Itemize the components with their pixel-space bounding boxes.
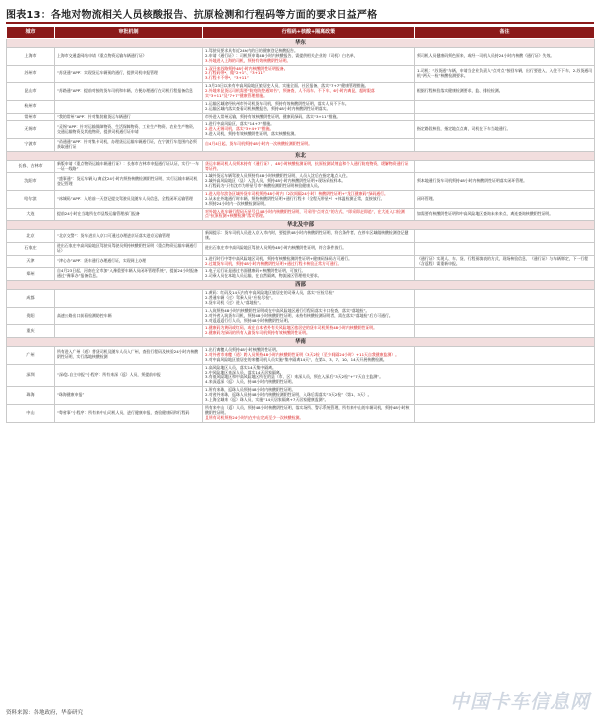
table-row <box>7 160 595 173</box>
mechanism-cell: “苏路通”APP：提前对接的货车司机和车辆，方便办理通行在司机行程报备信息 <box>55 83 203 101</box>
policy-cell <box>203 230 415 243</box>
region-label: 东北 <box>7 151 595 160</box>
policy-cell <box>203 100 415 113</box>
policy-cell <box>203 307 415 325</box>
policy-line: 2.中风险地区来深人员，落实14天居家隔离。 <box>205 369 284 375</box>
table-row <box>7 48 595 66</box>
mechanism-cell <box>55 100 203 113</box>
policy-cell <box>203 364 415 387</box>
policy-line: 1.黄码：红码及14天内有中高风险地区旅居史的司乘人员，落实“应检尽检” <box>205 289 335 295</box>
policy-line: 2.过境货车司机，须持48小时内核酸阴性证明+通过行程卡核验正常方可通行。 <box>205 260 342 266</box>
city-cell: 无锡市 <box>7 121 55 139</box>
mechanism-cell: “冰城码”APP：入哈前一天登记提交驾驶员及随车人员信息，全程闭环运输管理 <box>55 191 203 209</box>
mechanism-cell: “我的常州”APP：针对集装箱货运车辆通行 <box>55 113 203 121</box>
mechanism-cell: “津心办”APP：货车通行办理通行证，实现网上办理 <box>55 255 203 268</box>
policy-line: 2.申请《通行证》：司机须申请48小时内核酸报告，需提供相关企业的（司机）白名单， <box>205 52 358 58</box>
mechanism-cell: “粤省事”小程序：所有来中山司机人员，进行健康申报，查验健康码和行程码 <box>55 404 203 422</box>
note-cell <box>415 290 595 308</box>
note-cell <box>415 100 595 113</box>
policy-cell <box>203 290 415 308</box>
city-cell: 北京 <box>7 230 55 243</box>
policy-line: 2.行程码带*，做“2+1”、“3+11” <box>205 70 265 76</box>
table-row <box>7 404 595 422</box>
policy-cell <box>203 48 415 66</box>
note-cell: 如需要有核酸阴性证明和中高风险地区查询未来来点、离连查询核酸阴性证明。 <box>415 208 595 221</box>
city-cell: 贵阳 <box>7 307 55 325</box>
mechanism-cell: 进出石家庄中高风险地区驾驶员驾驶员须持核酸阴性证明（重点物资运输车辆通行证） <box>55 243 203 256</box>
note-cell: 1.司机：“苏货通”车辆，申请当企业负责人“点对点”接回车辆，出行要进入，入住不下车，2.苏货通司机“两天一检”核酸检测要求。 <box>415 65 595 83</box>
table-row <box>7 268 595 281</box>
city-cell: 上海市 <box>7 48 55 66</box>
city-cell: 深圳 <box>7 364 55 387</box>
policy-line: 2.健康码为绿码的所有入渝货车司机须持有效核酸阴性证明。 <box>205 330 310 336</box>
table-row <box>7 138 595 151</box>
policy-line: 4.来深返深（返）人员，持48小时内核酸阴性证明。 <box>205 379 296 385</box>
table-row <box>7 243 595 256</box>
region-row <box>7 39 595 48</box>
policy-line: 1.双开来苏路须持48小时内核酸阴性证明报备。 <box>205 65 288 71</box>
policy-line: 3.对返返返行行人员，须持48小时核酸阴性证明。 <box>205 317 292 323</box>
policy-line: 且所有司机须持24小时内在中山完成至少一次核酸检测。 <box>205 414 304 420</box>
policy-line: 1.进入哈尔滨各区域外货车司机须持48小时内（2次间隔24小时）核酸阴性证明+“龙江健康码”绿码通行。 <box>205 190 388 196</box>
policy-line: 1.进行时行中等中高风险地区司机，须持有核酸检测阴性证明+健康码绿码方可通行。 <box>205 255 353 261</box>
city-cell: 中山 <box>7 404 55 422</box>
policy-line: 市外进入常州运输，须持有效核酸阴性证明，健康码绿码，落实“3+11”措施。 <box>205 113 341 119</box>
note-cell <box>415 160 595 173</box>
policy-line: 2.进入无锡司机，落实“3+4+7”措施。 <box>205 126 274 132</box>
policy-line: 1.入筑须持48小时内核酸阴性证明或在中高风险地区通行行程码落实卡口检查，落实“落地检”。 <box>205 307 370 313</box>
region-row <box>7 151 595 160</box>
note-cell <box>415 347 595 365</box>
policy-line: 1.域外货运车辆驾驶人员须持有48小时核酸阴性证明，人员入沈后在指定地点入住。 <box>205 173 350 179</box>
mechanism-cell: “盛事通”：货运车辆入(离)沈24小时内须持核酸检测阴性证明，实行运输车辆司机登记管理 <box>55 173 203 191</box>
mechanism-cell: 提前24小时在当地所在市县级运输管理部门报备 <box>55 208 203 221</box>
policy-cell <box>203 243 415 256</box>
figure-title: 图表13：各地对物流相关人员核酸报告、抗原检测和行程码等方面的要求日益严格 <box>6 4 594 24</box>
policy-line: 3.货车司机（过）进入“落地检”。 <box>205 299 264 305</box>
table-row <box>7 65 595 83</box>
policy-table <box>6 26 595 423</box>
note-cell <box>415 243 595 256</box>
policy-cell <box>203 83 415 101</box>
note-cell: 须司机人员健康码须色原来，或经一司机人员持24小时内核酸《通行证》失效。 <box>415 48 595 66</box>
city-cell: 苏州市 <box>7 65 55 83</box>
policy-line: 新闻提示：货车司机人员进入京入市内时，要提供48小时内核酸阴性证明，符合条件者，在停车区域做核酸检测登记健康。 <box>205 230 409 241</box>
policy-line: 2.对省外来珠，返珠人员持48小时内核酸检测阴性证明，入珠后需落实“3天2检”（第1、3天）。 <box>205 392 372 398</box>
table-row <box>7 230 595 243</box>
policy-cell <box>203 121 415 139</box>
city-cell: 大连 <box>7 208 55 221</box>
city-cell: 杭州市 <box>7 100 55 113</box>
table-row <box>7 121 595 139</box>
header-city: 城市 <box>7 27 55 39</box>
region-label: 华北及中部 <box>7 221 595 230</box>
table-row <box>7 173 595 191</box>
policy-line: 1.出行离穗人员须持48小时核酸阴性证明。 <box>205 346 280 352</box>
table-row <box>7 290 595 308</box>
table-row <box>7 113 595 121</box>
mechanism-cell <box>55 325 203 338</box>
region-row <box>7 338 595 347</box>
mechanism-cell: “苏货通”APP：实现货运车辆预约通行，提供司机申报管理 <box>55 65 203 83</box>
policy-line: 进出石家庄市中高风险地区驾驶人员须持48小时内核酸阴性证明，符合条件放行。 <box>205 245 347 251</box>
table-row <box>7 83 595 101</box>
note-cell <box>415 268 595 281</box>
policy-line: 1.驾驶员要求具有近24h内的日的健康登记核酸报告。 <box>205 47 298 53</box>
policy-line: 2.对外省入筑货车司机，须持48小时核酸阴性证明，未持有核酸检测证明者，需在落实“落地检”后方可通行。 <box>205 312 393 318</box>
policy-line: 3.有低风险地区和中高风险地区所在的县（市、区）来深人员，须在入深后“3天2检”+“7天自主监测”。 <box>205 374 384 380</box>
policy-line: 2.从未在外地通行时车辆，须持核酸阴性证明+通行行程卡（全程无带星*）+体温检测正常，直接放行。 <box>205 195 385 201</box>
header-note: 备注 <box>415 27 595 39</box>
mechanism-cell: “甬通通”APP：针对集卡司机，办理货运运输车辆通行证，在宁波行车范围内必须获取通行证 <box>55 138 203 151</box>
policy-line: 2.对外省市来穗（道）跨入员须持48小时内核酸阴性证明（3天2检（至少间隔24小时）+11天自我健康监测）。 <box>205 351 400 357</box>
mechanism-cell: “珠海健康申报” <box>55 387 203 405</box>
note-cell <box>415 230 595 243</box>
policy-line: 2.域外高风险地区（县）入沈人员，须持48小时内核酸阴性证明+现场采检样本。 <box>205 178 346 184</box>
policy-line: 3.进入司机，须持有效核酸阴性证明，落实核酸检测。 <box>205 131 299 137</box>
table-body <box>7 39 595 423</box>
policy-line: 自4月4日起，货车司机须持48小时内一次核酸检测阴性证明。 <box>205 141 313 147</box>
policy-line: 2.司乘人员在本地人员运输，在自然隔离，物流园区管理相关要求。 <box>205 273 322 279</box>
policy-line: 1.进行中高风险区，落实“14+7”措施。 <box>205 121 275 127</box>
header-mechanism: 审批机制 <box>55 27 203 39</box>
policy-line: 对外地入连车辆行程码无星号且48小时内核酸阴性证明，可采用“点对点”的方式，“即采即走即追”，在大连入口检测点“抗原检测+核酸检测”落实管理。 <box>205 208 405 219</box>
policy-line: 1.高风险地区人员，落实14天集中隔离。 <box>205 364 276 370</box>
mechanism-cell: 新版申请《重点物资运输车辆通行证》：长春市吉林市申报通行证认证，实行“一车一证一线路” <box>55 160 203 173</box>
policy-line: 3.外地进入上海的司机，须持有效核酸阴性证明。 <box>205 57 291 63</box>
policy-cell <box>203 255 415 268</box>
note-cell <box>415 138 595 151</box>
mechanism-cell <box>55 290 203 308</box>
policy-cell <box>203 160 415 173</box>
policy-line: 1.健康码为黄码或红码，或在自本省外有关风险地区旅居史的货车司机须持48小时内核酸阴性证明。 <box>205 325 378 331</box>
policy-cell <box>203 268 415 281</box>
mechanism-cell: 所有进入广州（道）普货司机及随车人员入广州，查验行程码及核验24小时内核酸阴性证明，实行落地核酸检测 <box>55 347 203 365</box>
table-row <box>7 208 595 221</box>
policy-line: 2.运输区域内落实查看司机核酸报告，须持48小时内核酸阴性证明落实。 <box>205 105 331 111</box>
note-cell: 根据行程核验落实健康检测要求，监、排检检测。 <box>415 83 595 101</box>
policy-cell <box>203 347 415 365</box>
policy-line: 1.电子运行证是通过书面健康码+核酸阴性证明，可放行。 <box>205 268 306 274</box>
note-cell <box>415 387 595 405</box>
mechanism-cell: 高速公路出口前看检测防控车辆 <box>55 307 203 325</box>
policy-line: 2.外地来昆货运司机需要“防疫防控通知书”，须备查，人不再车、不下车，6小时内离昆，超时限落实“3+11”及“7+7”健康管理措施。 <box>205 88 375 99</box>
city-cell: 重庆 <box>7 325 55 338</box>
note-cell <box>415 307 595 325</box>
table-row <box>7 100 595 113</box>
city-cell: 天津 <box>7 255 55 268</box>
policy-cell <box>203 113 415 121</box>
table-header-row <box>7 27 595 39</box>
note-cell: 《通行证》实现人、车、货、行程预填表的方式，现场核验信息，《通行证》与车辆绑定，下一行程（含返程）需重新申报。 <box>415 255 595 268</box>
policy-cell <box>203 325 415 338</box>
note-cell <box>415 364 595 387</box>
policy-cell <box>203 404 415 422</box>
city-cell: 珠海 <box>7 387 55 405</box>
header-policy: 行程码+核酸+隔离政策 <box>203 27 415 39</box>
city-cell: 广州 <box>7 347 55 365</box>
table-row <box>7 347 595 365</box>
policy-line: 货运车辆司机人员须本持有《通行证》，48小时核酸检测证明，抗原检测试剂盒和个人通行防疫物资，缓解物资通行证等证件。 <box>205 160 409 171</box>
region-label: 西部 <box>7 281 595 290</box>
policy-cell <box>203 208 415 221</box>
policy-line: 1.运输区域途经杭州市外司机货车司机，须持有效核酸阴性证明，落实人员不下车。 <box>205 100 349 106</box>
region-label: 华东 <box>7 39 595 48</box>
region-row <box>7 221 595 230</box>
table-row <box>7 387 595 405</box>
policy-line: 3.上海全域来（返）珠人员，实施“14天居家隔离+7天居家健康监测”。 <box>205 397 329 403</box>
policy-line: 所有来中山（返）人员，须持48小时核酸阴性证明，落实场所、警示系统管理，所有来中山的车辆司机，须持48小时核酸阴性证明。 <box>205 404 410 415</box>
policy-line: 1.3月23日以来有中高风险地区旅居史人员，实施全面、社区报备，落实“7+7”健康管理措施。 <box>205 83 369 89</box>
table-row <box>7 325 595 338</box>
policy-line: 1.所有来珠，返珠人员须持48小时内核酸阴性证明。 <box>205 387 296 393</box>
mechanism-cell: “北京交警”：货车进京入京口可通过办理进京证落实进京运输管理 <box>55 230 203 243</box>
policy-cell <box>203 387 415 405</box>
policy-cell <box>203 191 415 209</box>
mechanism-cell: 上海市交通委网站申请《重点物资运输车辆通行证》 <box>55 48 203 66</box>
city-cell: 郑州 <box>7 268 55 281</box>
policy-line: 3.对中高风险地区旅居史的来穗司机人员实施“集中隔离14天”，在第1、3、7、10、14天开展核酸检测。 <box>205 356 387 362</box>
note-cell <box>415 325 595 338</box>
region-row <box>7 281 595 290</box>
policy-line: 3.行程码为“只有沈市为带星号市”核酸检测阴性证明核验健康人员。 <box>205 183 322 189</box>
policy-cell <box>203 173 415 191</box>
policy-line: 3.行程卡不带*，“3+11” <box>205 75 249 81</box>
city-cell: 成都 <box>7 290 55 308</box>
city-cell: 昆山市 <box>7 83 55 101</box>
table-row <box>7 191 595 209</box>
mechanism-cell: “深i您-自主申报”小程序：所有来深（返）人员，须提前申报 <box>55 364 203 387</box>
city-cell: 石家庄 <box>7 243 55 256</box>
note-cell: 须本地通行货车司机须持48小时内核酸阴性证明落实闭环管理。 <box>415 173 595 191</box>
mechanism-cell: 自4月23日起，河南在全市加“入豫重要车辆人员闭环管理系统”，提前24小时报备通过“豫事办”报备信息。 <box>55 268 203 281</box>
city-cell: 宁波市 <box>7 138 55 151</box>
note-cell <box>415 404 595 422</box>
city-cell: 长春、吉林市 <box>7 160 55 173</box>
note-cell: 指定路段核验，指定地点点离，司机在下车当地通行。 <box>415 121 595 139</box>
city-cell: 沈阳市 <box>7 173 55 191</box>
region-label: 华南 <box>7 338 595 347</box>
source-footer: 资料来源：各地政府，华泰研究 <box>6 710 84 716</box>
watermark: 中国卡车信息网 <box>449 691 590 713</box>
city-cell: 哈尔滨 <box>7 191 55 209</box>
table-row <box>7 364 595 387</box>
table-row <box>7 255 595 268</box>
table-row <box>7 307 595 325</box>
city-cell: 常州市 <box>7 113 55 121</box>
note-cell: 闭环管理。 <box>415 191 595 209</box>
policy-cell <box>203 138 415 151</box>
note-cell <box>415 113 595 121</box>
mechanism-cell: “灵锡”APP：针对运输保障物资、生活保障物资、工业生产物资、农业生产物资、交通运输物资及其他物资，提供司机通行证申请 <box>55 121 203 139</box>
policy-line: 2.普通车辆（过）驾乘人员“应检尽检”。 <box>205 294 275 300</box>
policy-line: 3.须持24小时内一次核酸检测证明。 <box>205 200 269 206</box>
policy-cell <box>203 65 415 83</box>
